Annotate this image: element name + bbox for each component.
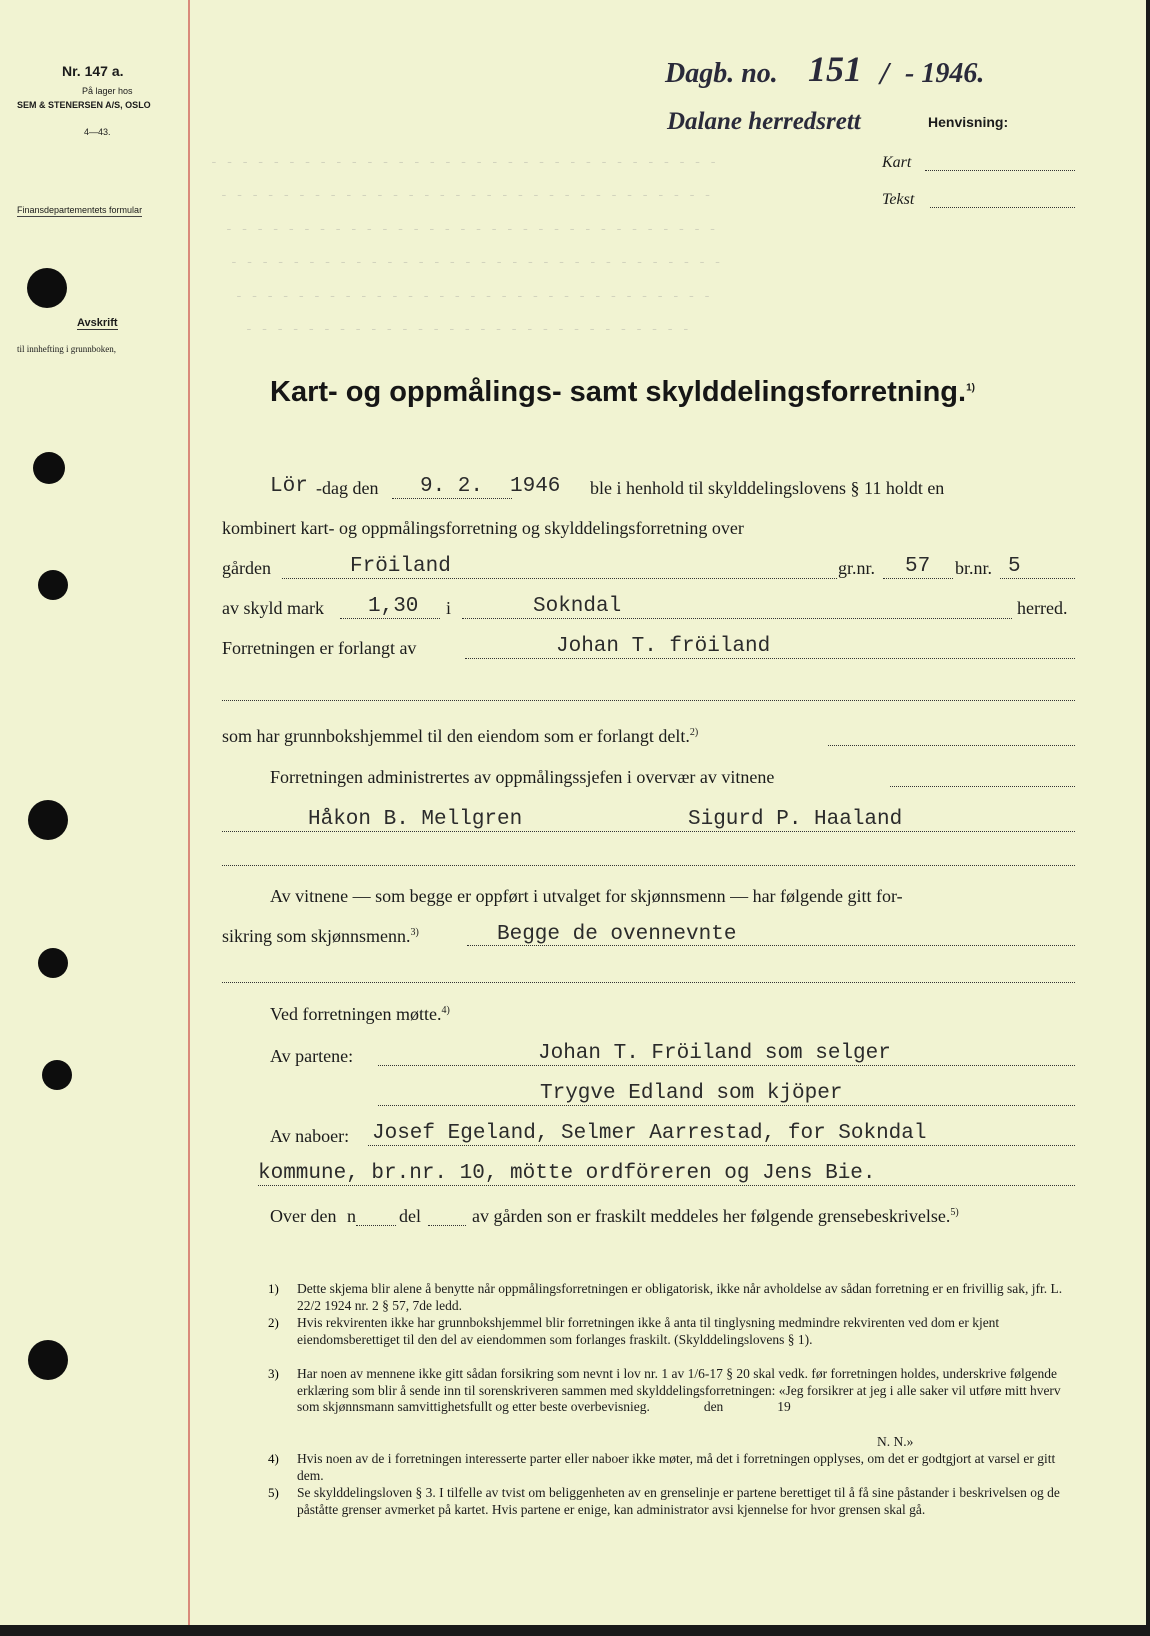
form-number: Nr. 147 a. (62, 63, 124, 79)
hjemmel-text (222, 726, 698, 747)
bleed-line: - - - - - - - - - - - - - - - - - - - - - - - - - - - - - - - (235, 289, 711, 304)
footnote-num: 5) (268, 1485, 279, 1500)
diary-label: Dagb. no. (665, 58, 778, 89)
day-name: Lör (270, 475, 308, 498)
footnote-num: 3) (268, 1366, 279, 1381)
witness-1: Håkon B. Mellgren (308, 808, 523, 831)
bleed-line: - - - - - - - - - - - - - - - - - - - - - - - - - - - - - - - - (230, 255, 722, 270)
footnote-4: Hvis noen av de i forretningen interesserte parter eller naboer ikke møter, må det i forretningen opplyses, om det er godtgjort at varsel er gitt dem. (297, 1451, 1056, 1483)
skyld-value: 1,30 (368, 595, 419, 618)
attended-label (270, 1004, 450, 1025)
neighbours-line1: Josef Egeland, Selmer Aarrestad, for Sokndal (372, 1122, 927, 1145)
print-date: 4—43. (84, 127, 111, 137)
assurance-ref: 3) (410, 927, 419, 938)
footnote-3-signature: N. N.» (877, 1434, 914, 1449)
hjemmel-ref: 2) (689, 727, 699, 738)
grnr-value: 57 (905, 555, 931, 578)
intro-line1-rest: ble i henhold til skylddelingslovens § 11 holdt en (590, 478, 945, 498)
neighbours-label: Av naboer: (270, 1126, 350, 1146)
bleed-line: - - - - - - - - - - - - - - - - - - - - - - - - - - - - - - - - - (210, 155, 718, 170)
boundary-over: Over den (270, 1206, 337, 1226)
punch-hole (42, 1060, 72, 1090)
footnote-5: Se skylddelingsloven § 3. I tilfelle av tvist om beliggenheten av en grenselinje er partene berettiget til å få sine påstander i beskrivelsen og de påståtte grenser avmerket på kartet. Hvis partene er enige, kan administrator avsi kjennelse for hvor grensen skal gå. (297, 1485, 1060, 1517)
publisher-line1: På lager hos (82, 86, 133, 96)
i-label: i (446, 598, 452, 618)
year-value: 1946 (510, 475, 561, 498)
copy-title: Avskrift (77, 317, 118, 329)
boundary-ref: 5) (950, 1207, 959, 1218)
footnote-2: Hvis rekvirenten ikke har grunnbokshjemmel blir forretningen ikke å anta til tinglysning medmindre rekvirenten ved dom er kjent eiendomsberettiget til den del av eiendommen som forlanges fraskilt. (Skylddelingslovens § 1). (297, 1315, 1000, 1347)
punch-hole (28, 1340, 68, 1380)
punch-hole (38, 570, 68, 600)
department-formular: Finansdepartementets formular (17, 205, 143, 215)
bleed-line: - - - - - - - - - - - - - - - - - - - - - - - - - - - - - (245, 322, 690, 337)
party-2: Trygve Edland som kjöper (540, 1082, 843, 1105)
punch-hole (27, 268, 67, 308)
brnr-label: br.nr. (955, 558, 993, 578)
footnote-num: 2) (268, 1315, 279, 1330)
footnote-num: 1) (268, 1281, 279, 1296)
neighbours-line2: kommune, br.nr. 10, mötte ordföreren og Jens Bie. (258, 1162, 876, 1185)
punch-hole (33, 452, 65, 484)
assurance-label: sikring som skjønnsmenn. (222, 926, 411, 946)
reference-label: Henvisning: (928, 114, 1009, 130)
court-stamp: Dalane herredsrett (667, 108, 861, 135)
diary-number: 151 (808, 49, 862, 89)
boundary-den-suffix: n (347, 1206, 356, 1226)
intro-line2: kombinert kart- og oppmålingsforretning og skylddelingsforretning over (222, 518, 744, 538)
footnote-3: Har noen av mennene ikke gitt sådan forsikring som nevnt i lov nr. 1 av 1/6-17 § 20 skal vedk. før forretningen holdes, underskrive følgende erklæring som blir å sende inn til sorenskriveren sammen med skylddelingsforretningen: «Jeg forsikrer at jeg i alle saker vil utføre mitt hverv som skjønnsmann samvittighetsfullt og etter beste overbevisnieg. den 19 (297, 1366, 1065, 1414)
date-value: 9. 2. (420, 475, 484, 498)
document-title (270, 376, 975, 409)
footnote-num: 4) (268, 1451, 279, 1466)
map-label: Kart (882, 154, 912, 171)
hjemmel-label: som har grunnbokshjemmel til den eiendom som er forlangt delt. (222, 726, 690, 746)
publisher-line2: SEM & STENERSEN A/S, OSLO (17, 100, 151, 110)
punch-hole (28, 800, 68, 840)
diary-year: - 1946. (905, 58, 985, 89)
farm-value: Fröiland (350, 555, 451, 578)
herred-label: herred. (1017, 598, 1068, 618)
assurance-value: Begge de ovennevnte (497, 923, 737, 946)
assurance-line1: Av vitnene — som begge er oppført i utvalget for skjønnsmenn — har følgende gitt for- (270, 886, 903, 906)
footnote-1: Dette skjema blir alene å benytte når oppmålingsforretningen er obligatorisk, ikke når avholdelse av sådan forretning er en frivillig sak, jfr. L. 22/2 1924 nr. 2 § 57, 7de ledd. (297, 1281, 1063, 1313)
boundary-del: del (399, 1206, 421, 1226)
requested-by-value: Johan T. fröiland (556, 635, 771, 658)
grnr-label: gr.nr. (838, 558, 876, 578)
party-1: Johan T. Fröiland som selger (538, 1042, 891, 1065)
attended-ref: 4) (441, 1005, 450, 1016)
boundary-rest (472, 1206, 959, 1227)
bleed-line: - - - - - - - - - - - - - - - - - - - - - - - - - - - - - - - - (220, 188, 712, 203)
margin-rule (188, 0, 190, 1625)
municipality-value: Sokndal (533, 595, 622, 618)
requested-label: Forretningen er forlangt av (222, 638, 417, 658)
punch-hole (38, 948, 68, 978)
dag-den-label: -dag den (316, 478, 379, 498)
bleed-line: - - - - - - - - - - - - - - - - - - - - - - - - - - - - - - - - (225, 222, 717, 237)
diary-separator: / (880, 55, 889, 91)
assurance-line2 (222, 926, 419, 947)
skyld-label: av skyld mark (222, 598, 324, 618)
brnr-value: 5 (1008, 555, 1021, 578)
title-ref: 1) (966, 382, 975, 394)
attended-text: Ved forretningen møtte. (270, 1004, 442, 1024)
copy-note: til innhefting i grunnboken, (17, 344, 116, 354)
farm-label: gården (222, 558, 271, 578)
boundary-text: av gården son er fraskilt meddeles her følgende grensebeskrivelse. (472, 1206, 951, 1226)
text-label: Tekst (882, 191, 915, 208)
parties-label: Av partene: (270, 1046, 354, 1066)
witness-2: Sigurd P. Haaland (688, 808, 903, 831)
admin-text: Forretningen administrertes av oppmålingssjefen i overvær av vitnene (270, 767, 775, 787)
title-text: Kart- og oppmålings- samt skylddelingsforretning. (270, 376, 967, 408)
